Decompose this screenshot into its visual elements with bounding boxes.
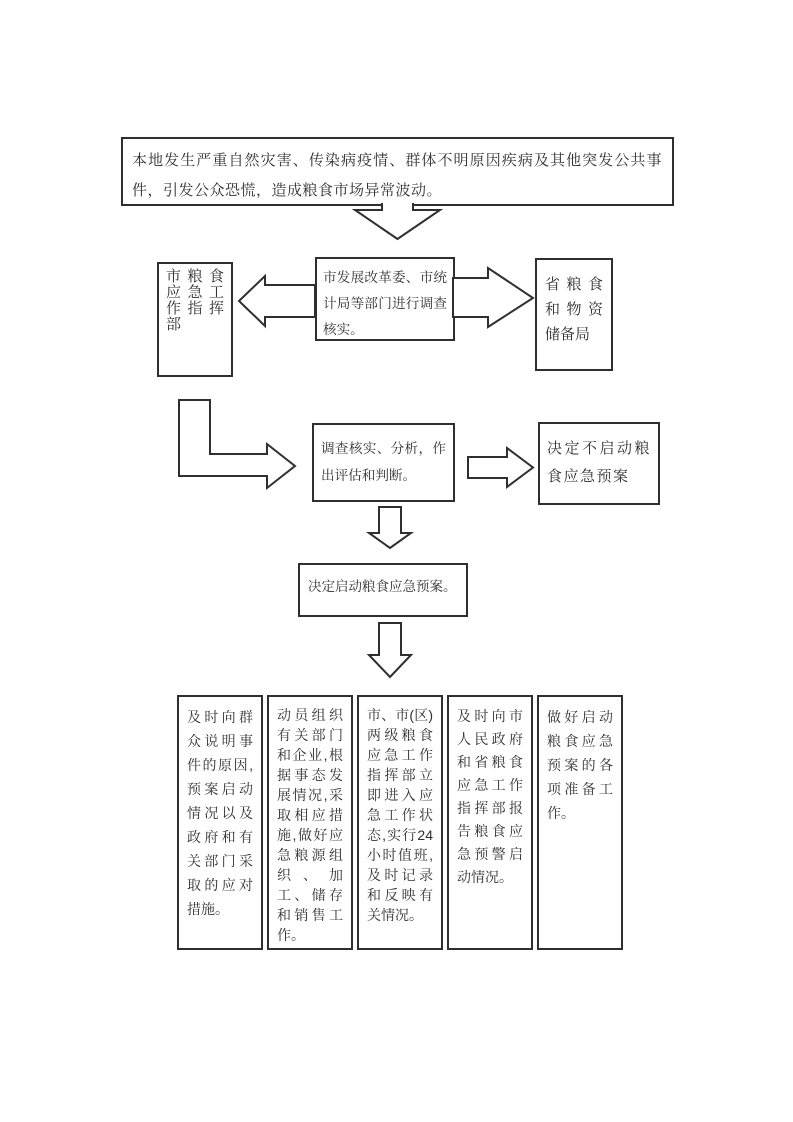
down-block-arrow	[355, 203, 440, 239]
city-grain-command-box: 市粮食应急工作指挥部	[157, 262, 233, 377]
task-box-report-upward: 及时向市人民政府和省粮食应急工作指挥部报告粮食应急预警启动情况。	[447, 695, 533, 950]
bent-right-block-arrow	[179, 400, 295, 488]
small-down-block-arrow-1	[369, 507, 411, 548]
trigger-event-box: 本地发生严重自然灾害、传染病疫情、群体不明原因疾病及其他突发公共事件，引发公众恐慌，造成粮食市场异常波动。	[121, 137, 674, 206]
survey-departments-box: 市发展改革委、市统计局等部门进行调查核实。	[315, 257, 455, 341]
task-box-mobilize-departments: 动员组织有关部门和企业,根据事态发展情况,采取相应措施,做好应急粮源组织、加工、储存和销售工作。	[267, 695, 353, 950]
decision-no-launch-box: 决定不启动粮食应急预案	[538, 422, 660, 505]
small-down-block-arrow-2	[369, 623, 411, 677]
provincial-bureau-box: 省粮食和物资储备局	[535, 258, 613, 371]
right-block-arrow	[453, 268, 533, 327]
task-box-preparation: 做好启动粮食应急预案的各项准备工作。	[537, 695, 623, 950]
small-right-block-arrow	[468, 448, 533, 487]
task-box-inform-public: 及时向群众说明事件的原因,预案启动情况以及政府和有关部门采取的应对措施。	[177, 695, 263, 950]
task-box-emergency-duty: 市、市(区)两级粮食应急工作指挥部立即进入应急工作状态,实行24小时值班,及时记录和反映有关情况。	[357, 695, 443, 950]
assessment-box: 调查核实、分析，作出评估和判断。	[312, 423, 455, 502]
left-block-arrow	[239, 276, 315, 326]
decision-launch-box: 决定启动粮食应急预案。	[298, 563, 468, 617]
